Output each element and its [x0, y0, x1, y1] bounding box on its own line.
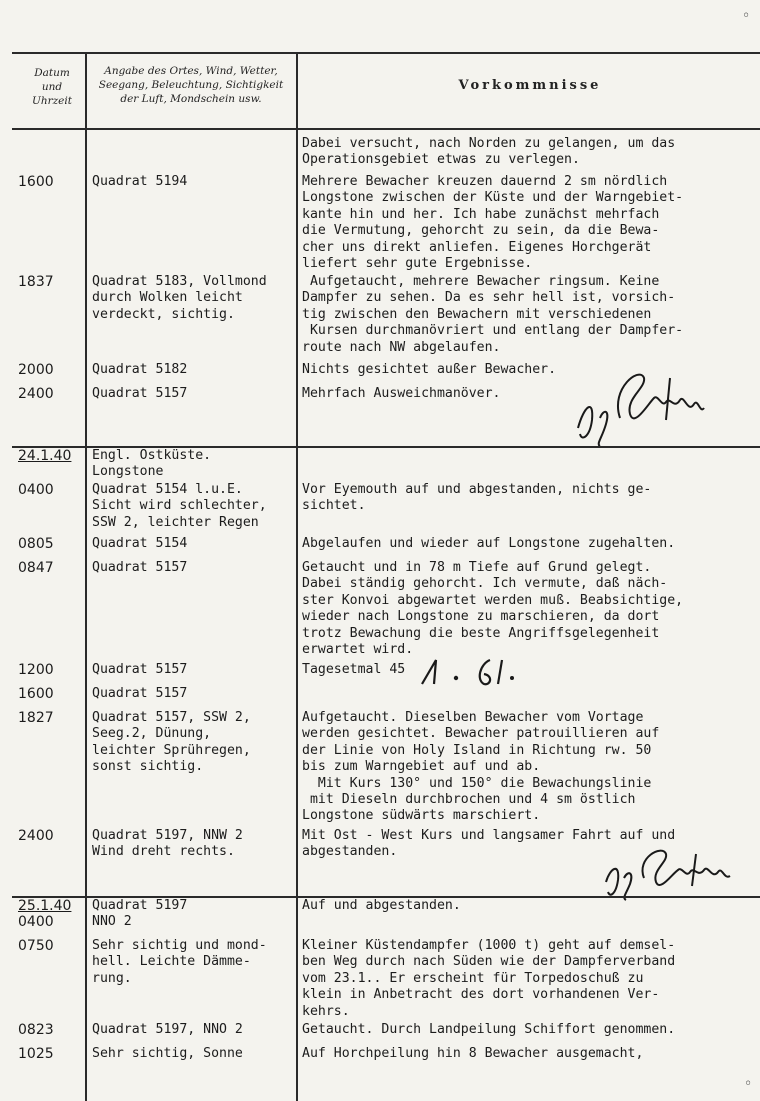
entry-location: Quadrat 5183, Vollmond durch Wolken leicht verdeckt, sichtig.	[92, 274, 267, 322]
entry-location: Quadrat 5157	[92, 662, 188, 677]
event-text: Aufgetaucht. Dieselben Bewacher vom Vortage werden gesichtet. Bewacher patrouillieren auf der Linie von Holy Island in Richtung rw. 50 bis zum Warngebiet auf und ab. Mit Kurs 130° und 150° die Bewachungslinie mit Dieseln durchbrochen und 4 sm östlich Longstone südwärts marschiert.	[302, 710, 660, 824]
entry-location: Quadrat 5157	[92, 386, 188, 401]
entry-time: 2400	[18, 386, 54, 402]
handwritten-annotation	[418, 654, 528, 688]
entry-location: Quadrat 5197, NNO 2	[92, 1022, 243, 1037]
column-divider-left	[85, 52, 87, 1101]
entry-location: Quadrat 5157, SSW 2, Seeg.2, Dünung, leichter Sprühregen, sonst sichtig.	[92, 710, 251, 775]
event-text: Mehrfach Ausweichmanöver.	[302, 386, 501, 401]
entry-time: 1827	[18, 710, 54, 726]
event-text: Tagesetmal 45	[302, 662, 406, 677]
event-text: Dabei versucht, nach Norden zu gelangen, um das Operationsgebiet etwas zu verlegen.	[302, 136, 676, 168]
entry-location: Quadrat 5197	[92, 898, 188, 913]
event-text: Getaucht. Durch Landpeilung Schiffort genommen.	[302, 1022, 676, 1037]
entry-location: Quadrat 5154 l.u.E. Sicht wird schlechter, SSW 2, leichter Regen	[92, 482, 267, 530]
entry-time: 1600	[18, 686, 54, 702]
entry-location: Quadrat 5157	[92, 560, 188, 575]
entry-location: NNO 2	[92, 914, 132, 929]
entry-time: 1200	[18, 662, 54, 678]
entry-location: Quadrat 5194	[92, 174, 188, 189]
event-text: Auf Horchpeilung hin 8 Bewacher ausgemacht,	[302, 1046, 644, 1061]
entry-location: Sehr sichtig, Sonne	[92, 1046, 243, 1061]
handwritten-signature	[600, 842, 740, 902]
event-text: Aufgetaucht, mehrere Bewacher ringsum. Keine Dampfer zu sehen. Da es sehr hell ist, vorsich- tig zwischen den Bewachern mit verschiedenen Kursen durchmanövriert und entlang der Dampfer- route nach NW abgelaufen.	[302, 274, 684, 355]
event-text: Nichts gesichtet außer Bewacher.	[302, 362, 557, 377]
column-divider-right	[296, 52, 298, 1101]
entry-location: Quadrat 5182	[92, 362, 188, 377]
event-text: Vor Eyemouth auf und abgestanden, nichts ge- sichtet.	[302, 482, 652, 514]
entry-time: 0400	[18, 482, 54, 498]
entry-time: 0823	[18, 1022, 54, 1038]
event-text: Mehrere Bewacher kreuzen dauernd 2 sm nördlich Longstone zwischen der Küste und der Warngebiet- kante hin und her. Ich habe zunächst mehrfach die Vermutung, gehorcht zu sein, da die Bewa- cher uns direkt anliefen. Eigenes Horchgerät liefert sehr gute Ergebnisse.	[302, 174, 684, 272]
event-text: Mit Ost - West Kurs und langsamer Fahrt auf und abgestanden.	[302, 828, 676, 860]
entry-time: 1837	[18, 274, 54, 290]
entry-date: 25.1.40	[18, 898, 72, 914]
entry-time: 0400	[18, 914, 54, 930]
entry-time: 0805	[18, 536, 54, 552]
entry-time: 2000	[18, 362, 54, 378]
entry-time: 0847	[18, 560, 54, 576]
header-bottom-rule	[12, 128, 760, 130]
entry-location: Sehr sichtig und mond- hell. Leichte Dämme- rung.	[92, 938, 267, 986]
row-divider	[12, 446, 760, 448]
handwritten-signature	[570, 358, 710, 448]
entry-time: 1600	[18, 174, 54, 190]
entry-location: Quadrat 5157	[92, 686, 188, 701]
event-text: Auf und abgestanden.	[302, 898, 461, 913]
entry-location: Quadrat 5197, NNW 2 Wind dreht rechts.	[92, 828, 243, 860]
entry-location: Quadrat 5154	[92, 536, 188, 551]
entry-time: 2400	[18, 828, 54, 844]
binder-mark: ◦	[742, 8, 751, 24]
entry-time: 1025	[18, 1046, 54, 1062]
header-top-rule	[12, 52, 760, 54]
event-text: Abgelaufen und wieder auf Longstone zugehalten.	[302, 536, 676, 551]
event-text: Kleiner Küstendampfer (1000 t) geht auf demsel- ben Weg durch nach Süden wie der Dampferverband vom 23.1.. Er erscheint für Torpedoschuß zu klein in Anbetracht des dort vorhandenen Ver- kehrs.	[302, 938, 676, 1019]
entry-time: 0750	[18, 938, 54, 954]
binder-mark: ◦	[744, 1076, 753, 1092]
entry-location: Engl. Ostküste. Longstone	[92, 448, 212, 480]
header-location-weather: Angabe des Ortes, Wind, Wetter, Seegang, Beleuchtung, Sichtigkeit der Luft, Mondschein usw.	[98, 65, 284, 105]
header-date-time: Datum und Uhrzeit	[32, 67, 72, 107]
entry-date: 24.1.40	[18, 448, 72, 464]
event-text: Getaucht und in 78 m Tiefe auf Grund gelegt. Dabei ständig gehorcht. Ich vermute, daß näch- ster Konvoi abgewartet werden muß. Beabsichtige, wieder nach Longstone zu marschieren, da dort trotz Bewachung die beste Angriffsgelegenheit erwartet wird.	[302, 560, 684, 658]
header-events: Vorkommnisse	[458, 78, 602, 93]
